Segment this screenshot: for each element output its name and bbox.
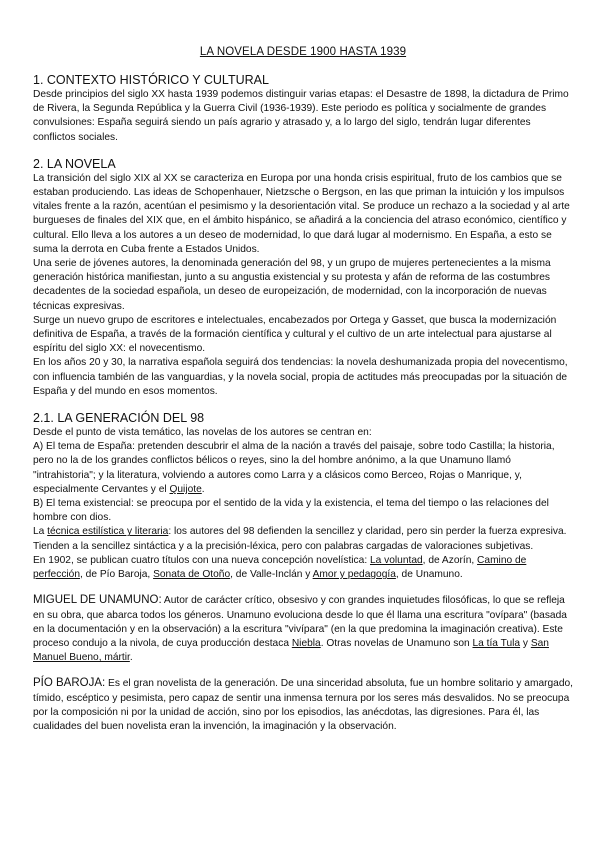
page-title: LA NOVELA DESDE 1900 HASTA 1939 [199,46,407,58]
title-san-manuel-bueno: San Manuel Bueno, mártir [33,637,549,664]
theme-spain-end: . [201,483,205,495]
titles-1902-paragraph [33,554,573,582]
quijote-title: Quijote [169,483,202,495]
title-la-voluntad: La voluntad [369,554,423,566]
theme-spain-paragraph [33,440,573,497]
unamuno-end: . [129,652,133,664]
title-la-tia-tula: La tía Tula [472,637,521,649]
title-camino-de-perfeccion: Camino de perfección [33,554,527,581]
section-2-paragraph-4: En los años 20 y 30, la narrativa española seguirá dos tendencias: la novela deshumanizada propia del novecentismo, con influencia también de las vanguardias, y la novela social, propia de actitudes más preocupadas por la situación de España y del mundo en esos momentos. [33,357,568,397]
section-2-paragraph-3: Surge un nuevo grupo de escritores e intelectuales, encabezados por Ortega y Gasset, que busca la modernización definitiva de España, a través de la formación científica y cultural y el cultivo de un arte intelectual para ajustarse al espíritu del siglo XX: el novecentismo. [33,314,557,355]
section-2-1-intro: Desde el punto de vista temático, las novelas de los autores se centran en: [33,427,372,439]
title-sonata-de-otono: Sonata de Otoño [153,569,231,581]
titles-m2: , de Pío Baroja, [80,569,154,581]
theme-spain-text: A) El tema de España: pretenden descubrir el alma de la nación a través del paisaje, sobre todo Castilla; la historia, pero no la de los grandes conflictos bélicos o reyes, sino la del hombre anónimo, a la que Unamuno llamó "intrahistoria"; y la literatura, volviendo a autores como Larra y a clásicos como Berceo, Rojas o Manrique, y, especialmente Cervantes y el [33,441,555,495]
baroja-text: Es el gran novelista de la generación. De una sinceridad absoluta, fue un hombre solitario y amargado, tímido, escéptico y pesimista, pero capaz de sentir una inmensa ternura por los seres más desvalidos. No se preocupa por la composición ni por la unidad de acción, sino por los episodios, las anécdotas, las digresiones. Para él, las cualidades del buen novelista eran la invención, la imaginación y la observación. [33,678,573,732]
theme-existential-paragraph: B) El tema existencial: se preocupa por el sentido de la vida y la existencia, el tema del tiempo o las relaciones del hombre con dios. [33,498,549,524]
title-amor-y-pedagogia: Amor y pedagogía [312,569,396,581]
baroja-lead: PÍO BAROJA: [33,677,106,690]
title-niebla: Niebla [291,637,321,649]
titles-pre: En 1902, se publican cuatro títulos con una nueva concepción novelística: [33,554,370,566]
titles-end: , de Unamuno. [395,569,463,581]
section-2-heading: 2. LA NOVELA [33,156,116,171]
unamuno-lead: MIGUEL DE UNAMUNO: [33,594,162,607]
unamuno-paragraph [33,593,573,665]
titles-m3: , de Valle-Inclán y [230,569,313,581]
technique-pre: La [33,526,48,538]
baroja-paragraph [33,676,573,734]
unamuno-m2: y [520,637,531,649]
section-2-1-heading: 2.1. LA GENERACIÓN DEL 98 [33,411,205,426]
unamuno-m1: . Otras novelas de Unamuno son [320,637,473,649]
section-2-paragraph-2: Una serie de jóvenes autores, la denominada generación del 98, y un grupo de mujeres pertenecientes a la misma generación histórica manifiestan, junto a su angustia existencial y su protesta y afán de reforma de las costumbres decadentes de la sociedad española, un deseo de europeización, de modernidad, con la incorporación de nuevas técnicas expresivas. [33,258,551,312]
titles-m1: , de Azorín, [422,554,478,566]
technique-term: técnica estilística y literaria [47,526,169,538]
unamuno-text: Autor de carácter crítico, obsesivo y con grandes inquietudes filosóficas, lo que se refleja en su obra, que abarca todos los géneros. Unamuno evoluciona desde lo que él llama una escritura "ovípara" (basada en la documentación y en la observación) a la escritura "vivípara" (en la que predomina la imaginación creativa). Este proceso condujo a la nivola, de cuya producción destaca [33,595,567,649]
section-1-heading: 1. CONTEXTO HISTÓRICO Y CULTURAL [33,73,269,87]
technique-text: : los autores del 98 defienden la sencillez y claridad, pero sin perder la fuerza expresiva. Tienden a la sencillez sintáctica y a la precisión-léxica, pero con palabras cargadas de valoraciones subjetivas. [33,526,567,552]
document-page [33,46,573,734]
technique-paragraph [33,525,573,553]
section-2-paragraph-1: La transición del siglo XIX al XX se caracteriza en Europa por una honda crisis espiritual, fruto de los cambios que se estaban produciendo. Las ideas de Schopenhauer, Nietzsche o Bergson, en las que priman la intuición y los impulsos vitales frente a la razón, acentúan el pesimismo y la desorientación vital. Se produce un rechazo a la sociedad y al arte burgueses de finales del XIX que, en el ámbito hispánico, se añadirá a la conciencia del atraso económico, científico y cultural. Ello lleva a los autores a un deseo de modernidad, lo que dará lugar al modernismo. En España, a esto se suma la derrota en Cuba frente a Estados Unidos. [33,172,570,255]
section-1-paragraph: Desde principios del siglo XX hasta 1939 podemos distinguir varias etapas: el Desastre de 1898, la dictadura de Primo de Rivera, la Segunda República y la Guerra Civil (1936-1939). Este periodo es política y socialmente de grandes convulsiones: España seguirá siendo un país agrario y atrasado y, a lo largo del siglo, tendrán lugar diferentes conflictos sociales. [33,89,569,143]
